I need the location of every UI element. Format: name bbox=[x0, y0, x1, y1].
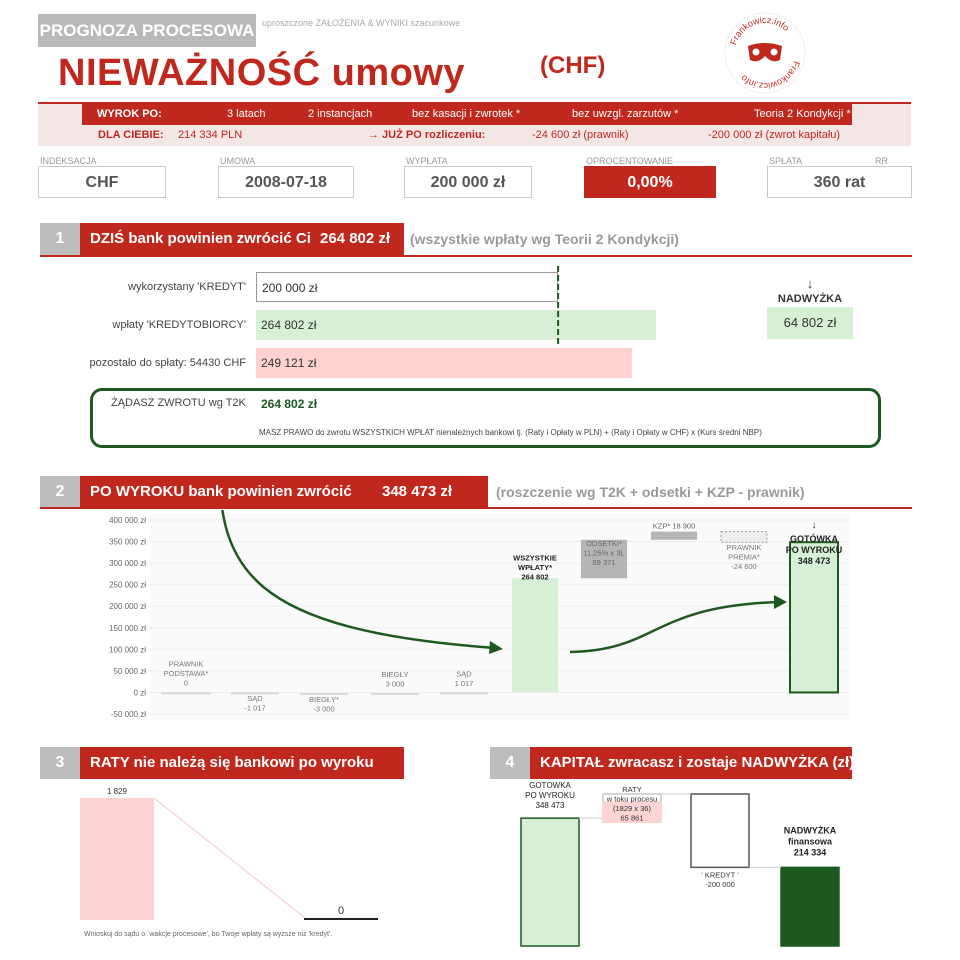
bar-label: 1 017 bbox=[454, 678, 474, 688]
capital-bar bbox=[521, 818, 579, 946]
result-row bbox=[38, 125, 908, 145]
bar-label: -1 017 bbox=[244, 703, 266, 713]
down-arrow-icon: ↓ bbox=[806, 276, 814, 291]
bar-label: WSZYSTKIE bbox=[513, 553, 557, 563]
bar-label: w toku procesu bbox=[606, 794, 658, 804]
section2-divider bbox=[40, 507, 912, 509]
bar-label: PREMIA* bbox=[728, 552, 760, 562]
waterfall-bar bbox=[721, 532, 767, 543]
decline-line bbox=[154, 798, 305, 918]
after-settlement-label: → JUŻ PO rozliczeniu: bbox=[368, 129, 486, 141]
indexation-label: INDEKSACJA bbox=[40, 156, 97, 166]
claim-box bbox=[90, 388, 881, 448]
bar-label: SĄD bbox=[247, 693, 263, 703]
section2-title-text: PO WYROKU bank powinien zwrócić bbox=[90, 483, 352, 500]
section2-tail: (roszczenie wg T2K + odsetki + KZP - prawnik) bbox=[496, 484, 805, 500]
bar-label: 1 829 bbox=[106, 787, 128, 796]
bar-label: (1829 x 36) bbox=[613, 804, 651, 813]
bar-label: 264 802 bbox=[521, 572, 549, 582]
page-title: NIEWAŻNOŚĆ umowy bbox=[58, 52, 466, 94]
bar-label: GOTÓWKA bbox=[790, 534, 838, 544]
installments-chart bbox=[40, 782, 420, 930]
section4-title-text: KAPITAŁ zwracasz i zostaje NADWYŻKA (zł) bbox=[540, 754, 855, 771]
waterfall-bar bbox=[651, 532, 697, 540]
bar-label: KZP* 18 900 bbox=[652, 521, 696, 531]
contract-date-field: 2008-07-18 bbox=[218, 166, 354, 198]
section1-number: 1 bbox=[40, 223, 80, 255]
capital-bar bbox=[781, 867, 839, 946]
lawyer-cost: -24 600 zł (prawnik) bbox=[532, 129, 629, 141]
bar-label: 89 371 bbox=[592, 557, 616, 567]
y-tick-label: 250 000 zł bbox=[109, 580, 146, 590]
bar-label: GOTÓWKA bbox=[529, 782, 571, 791]
payments-bar: 264 802 zł bbox=[256, 310, 656, 340]
bar-label: 65 861 bbox=[620, 813, 644, 823]
bar-label: 214 334 bbox=[793, 847, 827, 858]
bar-label: -200 000 bbox=[705, 879, 735, 889]
section1-amount: 264 802 zł bbox=[320, 230, 391, 247]
logo-text-top: Frankowicz.info bbox=[728, 14, 792, 47]
payout-label: WYPŁATA bbox=[406, 156, 448, 166]
surplus-label: NADWYŻKA bbox=[777, 293, 843, 305]
section1-divider bbox=[40, 255, 912, 257]
claim-value: 264 802 zł bbox=[261, 397, 318, 411]
rr-label: RR bbox=[875, 156, 888, 166]
currency-label: (CHF) bbox=[540, 52, 606, 79]
interest-label: OPROCENTOWANIE bbox=[586, 156, 674, 166]
result-label: DLA CIEBIE: bbox=[98, 129, 164, 141]
section3-title bbox=[80, 747, 404, 779]
bar-label: 0 bbox=[337, 905, 345, 917]
section2-title bbox=[80, 476, 488, 508]
payments-label: wpłaty 'KREDYTOBIORCY' bbox=[112, 319, 246, 331]
logo-text-bottom: Frankowicz.info bbox=[738, 59, 802, 92]
bar-label: PRAWNIK bbox=[726, 543, 762, 553]
interest-field: 0,00% bbox=[584, 166, 716, 198]
section3-number: 3 bbox=[40, 747, 80, 779]
bar-label: RATY bbox=[622, 785, 642, 794]
section2-amount: 348 473 zł bbox=[382, 483, 453, 500]
y-tick-label: 300 000 zł bbox=[109, 559, 146, 569]
bar-label: ODSETKI* bbox=[586, 538, 622, 548]
claim-label: ŻĄDASZ ZWROTU wg T2K bbox=[111, 397, 246, 409]
contract-label: UMOWA bbox=[220, 156, 256, 166]
bar-label: finansowa bbox=[787, 836, 833, 847]
bar-label: 3 000 bbox=[385, 679, 405, 689]
section1-tail: (wszystkie wpłaty wg Teorii 2 Kondykcji) bbox=[410, 231, 679, 247]
verdict-label: WYROK PO: bbox=[97, 108, 162, 120]
bar-label: BIEGŁY* bbox=[308, 695, 340, 705]
bar-label: SĄD bbox=[456, 669, 472, 679]
bar-label: PODSTAWA* bbox=[163, 668, 209, 678]
payout-field: 200 000 zł bbox=[404, 166, 532, 198]
installment-bar bbox=[304, 918, 378, 920]
bar-label: PO WYROKU bbox=[525, 791, 575, 801]
remaining-label: pozostało do spłaty: 54430 CHF bbox=[89, 357, 246, 369]
y-tick-label: 350 000 zł bbox=[109, 537, 146, 547]
y-tick-label: 0 zł bbox=[133, 688, 146, 698]
verdict-summary bbox=[38, 102, 911, 146]
capital-bar bbox=[691, 794, 749, 867]
section1-title bbox=[80, 223, 404, 255]
bar-label: NADWYŻKA bbox=[783, 825, 837, 836]
repayment-field: 360 rat bbox=[767, 166, 912, 198]
waterfall-bar bbox=[371, 693, 419, 695]
surplus-value: 64 802 zł bbox=[767, 307, 853, 339]
section4-number: 4 bbox=[490, 747, 530, 779]
bar-label: -3 000 bbox=[313, 704, 335, 714]
bar-label: 348 473 bbox=[535, 801, 565, 811]
bar-label: PRAWNIK bbox=[168, 659, 204, 669]
y-tick-label: 100 000 zł bbox=[109, 645, 146, 655]
verdict-cassation: bez kasacji i zwrotek * bbox=[412, 108, 521, 120]
section3-title-text: RATY nie należą się bankowi po wyroku bbox=[90, 754, 374, 771]
indexation-field: CHF bbox=[38, 166, 166, 198]
bar-label: 0 bbox=[183, 678, 189, 688]
waterfall-bar bbox=[440, 692, 488, 694]
section4-title bbox=[530, 747, 855, 779]
remaining-bar: 249 121 zł bbox=[256, 348, 632, 378]
installment-bar bbox=[80, 798, 154, 920]
installments-note: Wnioskuj do sądu o `wakcje procesowe', bo Twoje wpłaty są wyższe niż 'kredyt'. bbox=[84, 931, 333, 938]
verdict-counterclaims: bez uwzgl. zarzutów * bbox=[572, 108, 679, 120]
credit-bar: 200 000 zł bbox=[256, 272, 558, 302]
y-tick-label: -50 000 zł bbox=[110, 710, 146, 719]
y-tick-label: 50 000 zł bbox=[113, 666, 146, 676]
waterfall-bar bbox=[161, 692, 211, 694]
bar-label: 348 473 bbox=[797, 556, 831, 566]
bar-label: WPŁATY* bbox=[517, 562, 553, 572]
verdict-years: 3 latach bbox=[227, 108, 266, 120]
bar-label: PO WYROKU bbox=[785, 545, 843, 555]
section1-title-text: DZIŚ bank powinien zwrócić Ci bbox=[90, 230, 311, 247]
verdict-instances: 2 instancjach bbox=[308, 108, 373, 120]
section2-number: 2 bbox=[40, 476, 80, 508]
bar-label: BIEGŁY bbox=[381, 669, 409, 679]
bar-label: ' KREDYT ' bbox=[701, 870, 739, 880]
credit-label: wykorzystany 'KREDYT' bbox=[128, 281, 246, 293]
verdict-theory: Teoria 2 Kondykcji * bbox=[754, 108, 851, 120]
waterfall-bar bbox=[512, 578, 558, 692]
waterfall-chart bbox=[0, 510, 960, 722]
y-tick-label: 200 000 zł bbox=[109, 602, 146, 612]
repayment-label: SPŁATA bbox=[769, 156, 803, 166]
frankowicz-logo bbox=[722, 10, 808, 96]
report-subtitle: uproszczone ZAŁOŻENIA & WYNIKI szacunkowe bbox=[262, 18, 461, 28]
claim-note: MASZ PRAWO do zwrotu WSZYSTKICH WPŁAT nienależnych bankowi tj. (Raty i Opłaty w PLN) + (Raty i Opłaty w CHF) x (Kurs średni NBP) bbox=[259, 428, 762, 437]
result-amount: 214 334 PLN bbox=[178, 129, 243, 141]
capital-chart bbox=[510, 782, 860, 948]
bar-label: -24 600 bbox=[731, 562, 757, 572]
down-arrow-icon: ↓ bbox=[811, 520, 817, 531]
verdict-row bbox=[82, 104, 852, 125]
report-tag: PROGNOZA PROCESOWA bbox=[38, 14, 256, 47]
y-tick-label: 400 000 zł bbox=[109, 516, 146, 525]
capital-return: -200 000 zł (zwrot kapitału) bbox=[708, 129, 841, 141]
bar-label: 11,25% x 3L bbox=[583, 548, 625, 558]
y-tick-label: 150 000 zł bbox=[109, 623, 146, 633]
